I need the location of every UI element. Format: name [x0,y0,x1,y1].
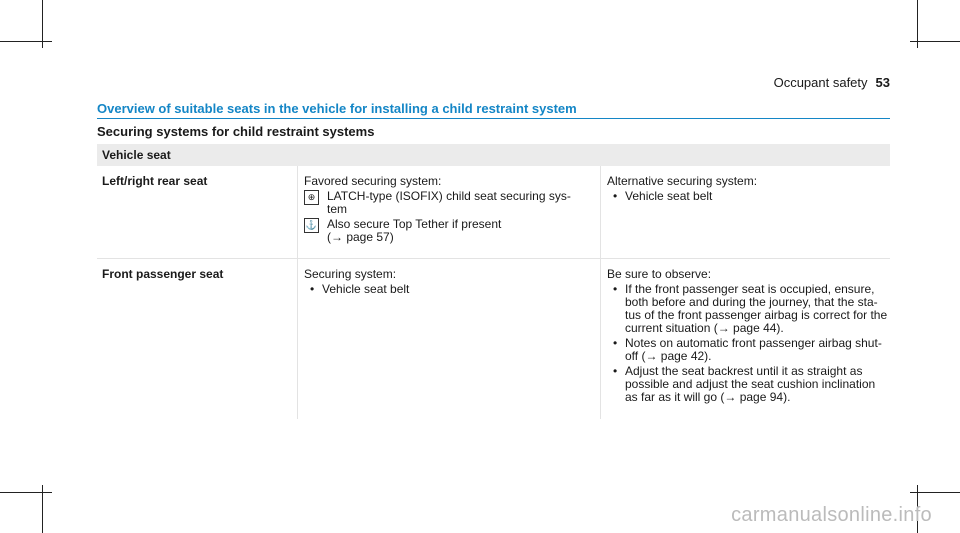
observe-notes: Be sure to observe: • If the front passenger seat is occupied, ensure, both before and during the journey, that the sta- tus of the front passenger airbag is correct for the current situation (→ page 44). • Notes on automatic front passenger airbag shut- off (→ page 42). • Adjust the seat backrest until it as straight as possible and adjust the seat cushion inclination as far as it will go (→ page 94). [607,268,890,404]
running-header [774,75,890,90]
page-reference[interactable]: as far as it will go (→ page 94). [625,390,791,404]
isofix-item: ⊕ LATCH-type (ISOFIX) child seat securing sys- tem [304,190,594,216]
page-reference[interactable]: (→ page 57) [327,230,394,244]
list-item: • Notes on automatic front passenger airbag shut- off (→ page 42). [607,337,890,363]
column-divider [297,166,298,258]
column-divider [600,166,601,258]
table-caption: Securing systems for child restraint systems [97,124,375,139]
page-number: 53 [875,75,890,90]
crop-mark [910,492,960,493]
primary-system: Securing system: • Vehicle seat belt [304,268,594,296]
page-reference[interactable]: current situation (→ page 44). [625,321,784,335]
alternative-system: Alternative securing system: • Vehicle seat belt [607,175,890,203]
crop-mark [0,41,52,42]
top-tether-item: ⚓ Also secure Top Tether if present (→ page 57) [305,217,502,244]
top-tether-icon: ⚓ [304,218,319,233]
seat-name: Left/right rear seat [102,174,208,188]
list-item: • Adjust the seat backrest until it as straight as possible and adjust the seat cushion inclination as far as it will go (→ page 94). [607,365,890,404]
crop-mark [910,41,960,42]
table-row [97,259,890,419]
seat-table [97,144,890,419]
title-rule [97,118,890,119]
watermark: carmanualsonline.info [731,504,932,526]
crop-mark [0,492,52,493]
list-item: • Vehicle seat belt [607,190,890,203]
section-title: Overview of suitable seats in the vehicle for installing a child restraint system [97,101,577,116]
list-item: • Vehicle seat belt [304,283,594,296]
table-header: Vehicle seat [97,144,890,166]
table-row [97,166,890,259]
column-divider [297,259,298,419]
section-name: Occupant safety [773,75,868,90]
column-divider [600,259,601,419]
seat-name: Front passenger seat [102,267,224,281]
primary-system: Favored securing system: ⊕ LATCH-type (ISOFIX) child seat securing sys- tem ⚓ Also secure Top Tether if present (→ page 57) [304,175,594,244]
list-item: • If the front passenger seat is occupied, ensure, both before and during the journey, that the sta- tus of the front passenger airbag is correct for the current situation (→ page 44). [607,283,890,335]
page-reference[interactable]: off (→ page 42). [625,349,712,363]
isofix-icon: ⊕ [304,190,319,205]
